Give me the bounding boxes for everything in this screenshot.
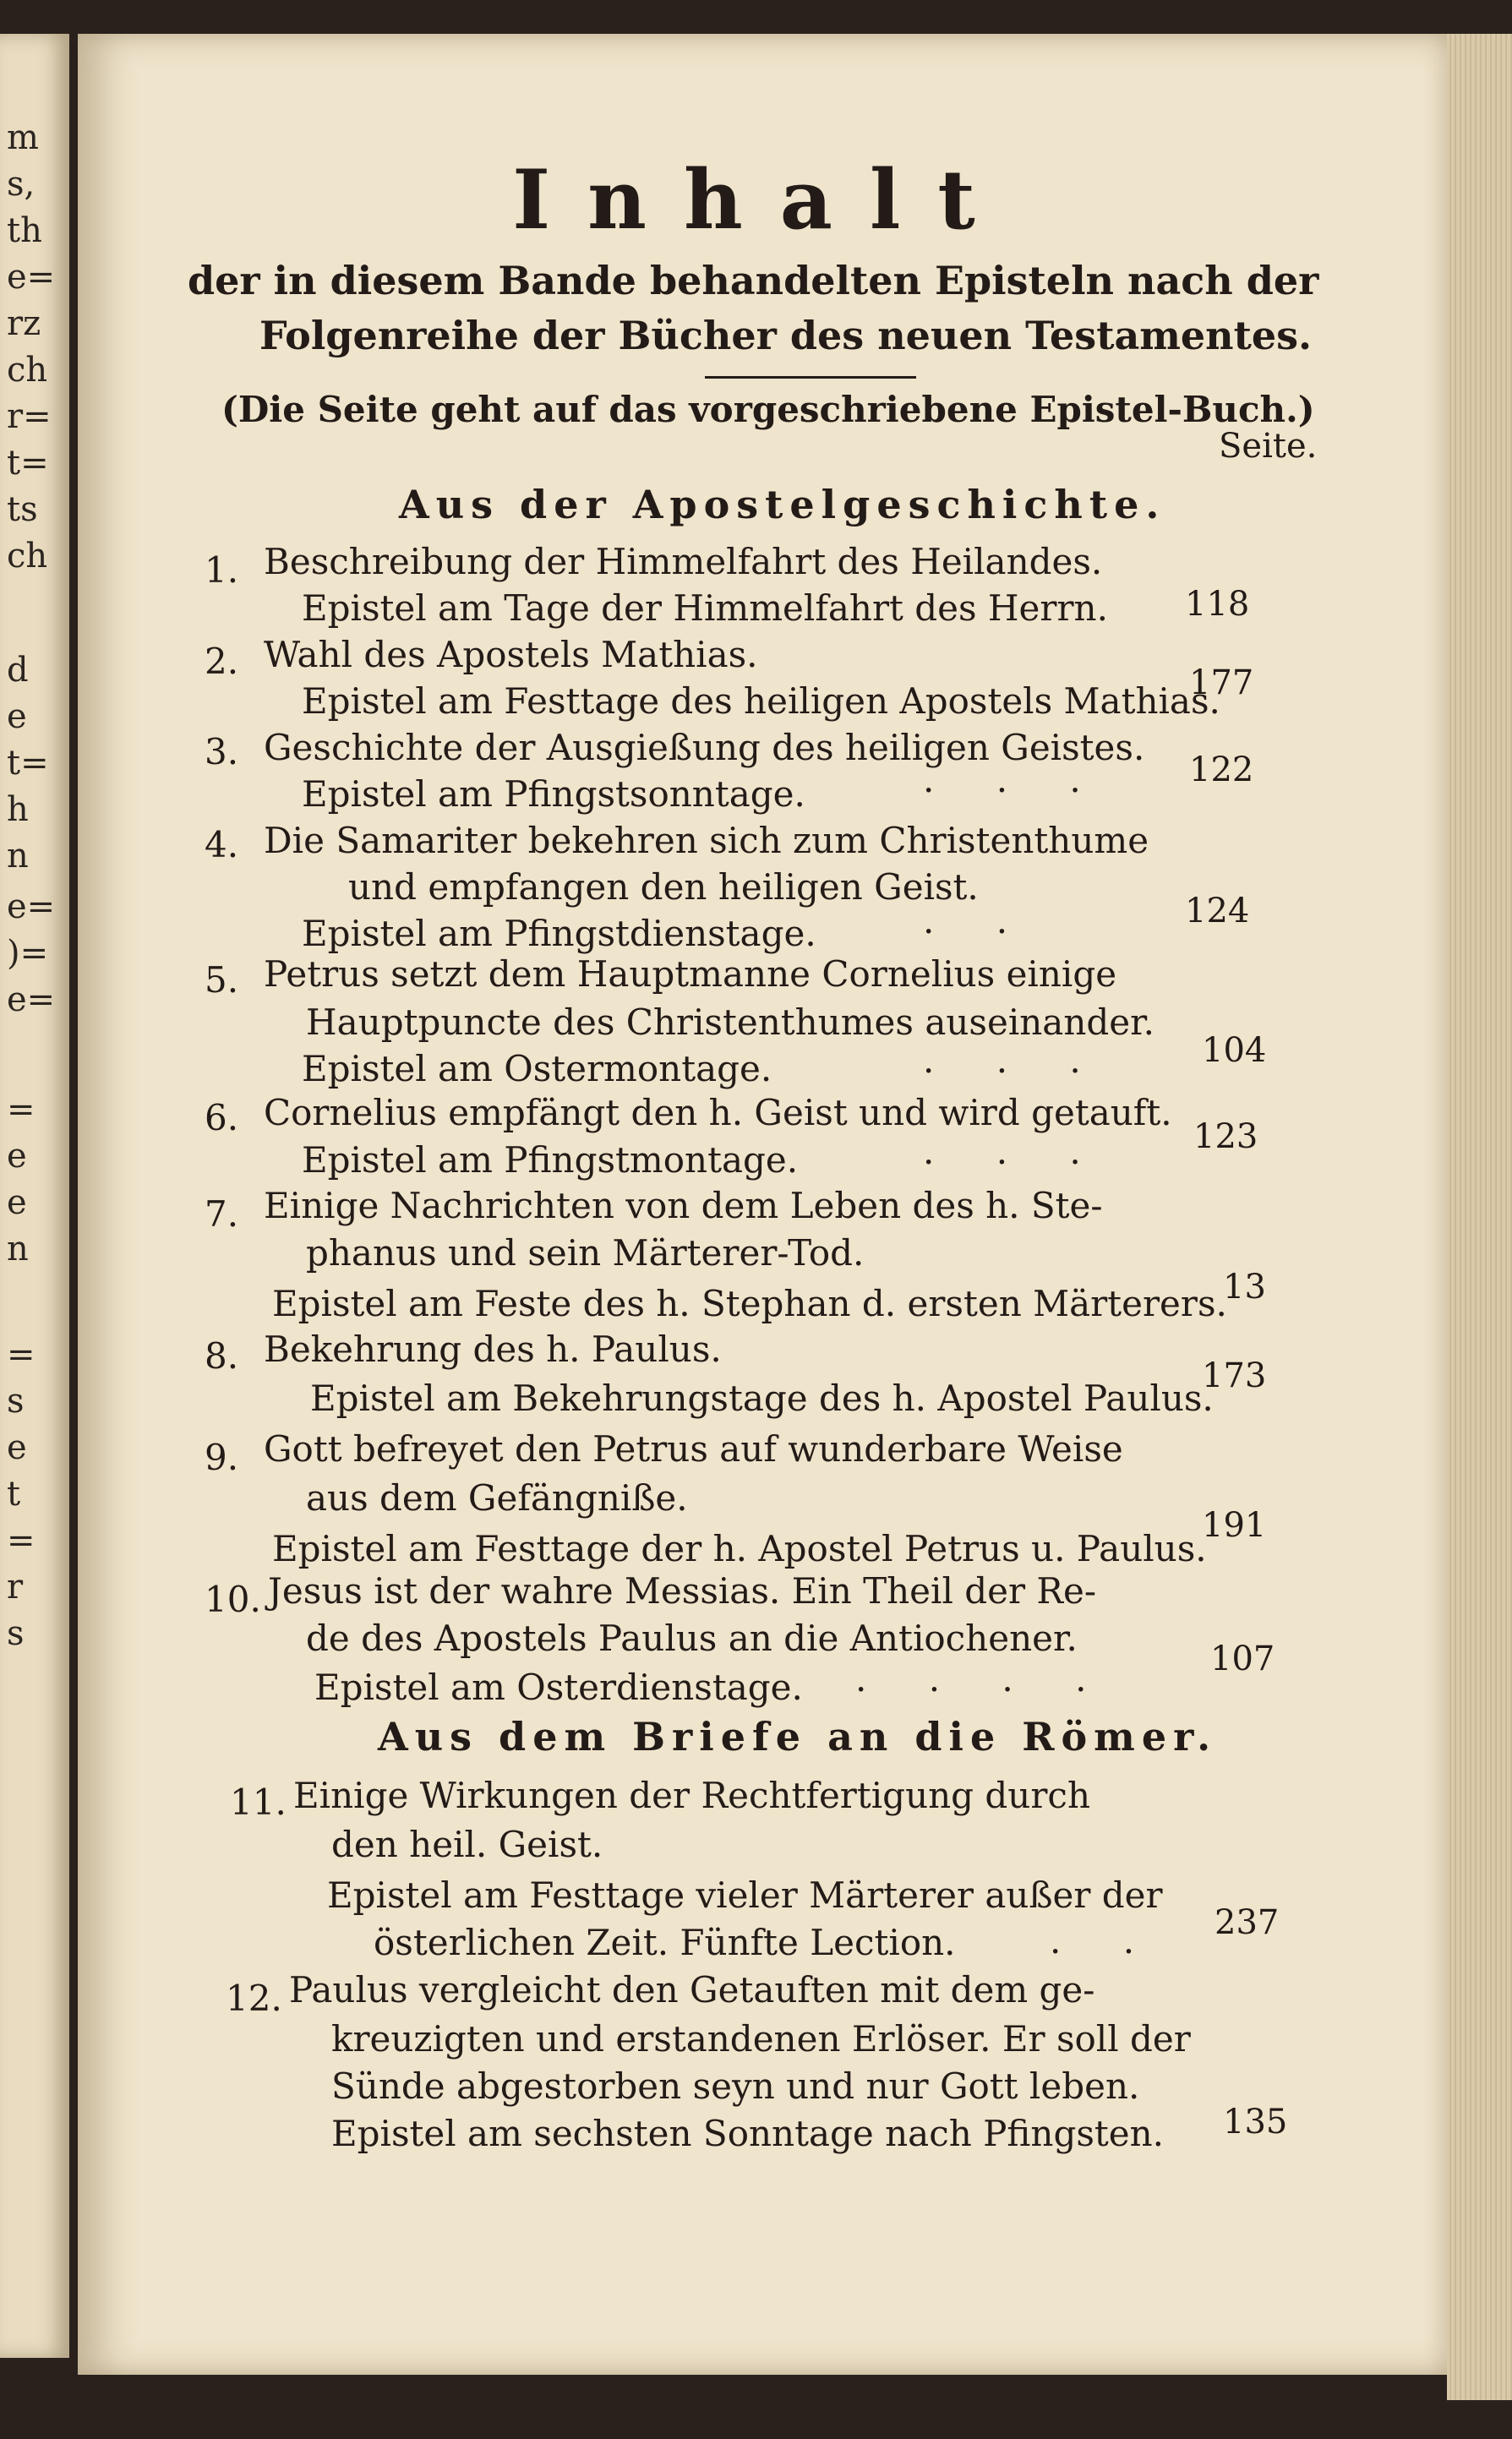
page-title: Inhalt bbox=[512, 152, 1013, 248]
entry-line: Epistel am Festtage vieler Märterer außer der bbox=[327, 1874, 1163, 1916]
leader-dots: . . bbox=[923, 900, 1034, 941]
left-fragment: n bbox=[7, 837, 29, 876]
leader-dots: . . . bbox=[923, 1039, 1106, 1081]
entry-line: Epistel am Pfingstmontage. bbox=[302, 1139, 799, 1181]
entry-line: Beschreibung der Himmelfahrt des Heilandes. bbox=[264, 541, 1103, 582]
entry-page-number: 135 bbox=[1223, 2103, 1288, 2142]
entry-line: Epistel am Tage der Himmelfahrt des Herrn. bbox=[302, 587, 1108, 629]
left-fragment: t= bbox=[7, 744, 49, 783]
left-fragment: e bbox=[7, 1428, 27, 1467]
left-fragment: e bbox=[7, 697, 27, 736]
leader-dots: . . . bbox=[923, 1131, 1106, 1172]
entry-line: Paulus vergleicht den Getauften mit dem ge- bbox=[289, 1969, 1095, 2011]
subtitle-line-2: Folgenreihe der Bücher des neuen Testamentes. bbox=[259, 313, 1313, 358]
entry-line: Geschichte der Ausgießung des heiligen Geistes. bbox=[264, 727, 1145, 768]
left-fragment: m bbox=[7, 118, 39, 157]
entry-line: Epistel am Pfingstsonntage. bbox=[302, 773, 805, 815]
entry-page-number: 107 bbox=[1210, 1640, 1275, 1678]
entry-line: Wahl des Apostels Mathias. bbox=[264, 634, 758, 675]
left-page-edge bbox=[0, 34, 69, 2358]
subtitle-line-1: der in diesem Bande behandelten Episteln nach der bbox=[188, 258, 1319, 303]
entry-number: 8. bbox=[205, 1335, 239, 1377]
left-fragment: e= bbox=[7, 258, 56, 297]
left-fragment: ch bbox=[7, 351, 48, 390]
page-reference-note: (Die Seite geht auf das vorgeschriebene Epistel-Buch.) bbox=[221, 389, 1315, 430]
left-fragment: e= bbox=[7, 887, 56, 926]
entry-line: Einige Nachrichten von dem Leben des h. Ste- bbox=[264, 1185, 1103, 1226]
section-heading: Aus der Apostelgeschichte. bbox=[399, 482, 1166, 527]
entry-line: Epistel am Osterdienstage. bbox=[314, 1667, 803, 1708]
entry-number: 4. bbox=[205, 824, 239, 865]
entry-line: Epistel am Feste des h. Stephan d. ersten Märterers. bbox=[272, 1283, 1227, 1324]
entry-line: Bekehrung des h. Paulus. bbox=[264, 1329, 722, 1370]
entry-page-number: 237 bbox=[1215, 1903, 1280, 1942]
entry-page-number: 104 bbox=[1202, 1031, 1267, 1070]
entry-line: Jesus ist der wahre Messias. Ein Theil der Re- bbox=[268, 1570, 1097, 1612]
left-fragment: s, bbox=[7, 165, 35, 204]
entry-page-number: 124 bbox=[1185, 892, 1250, 930]
left-fragment: ts bbox=[7, 490, 38, 529]
left-fragment: = bbox=[7, 1090, 35, 1129]
entry-line: Epistel am sechsten Sonntage nach Pfingsten. bbox=[331, 2113, 1165, 2154]
left-fragment: th bbox=[7, 211, 42, 250]
entry-line: Epistel am Ostermontage. bbox=[302, 1048, 772, 1089]
left-fragment: = bbox=[7, 1521, 35, 1560]
entry-line: Die Samariter bekehren sich zum Christenthume bbox=[264, 820, 1149, 861]
left-fragment: r= bbox=[7, 397, 52, 436]
entry-page-number: 177 bbox=[1189, 663, 1254, 702]
entry-page-number: 173 bbox=[1202, 1356, 1267, 1395]
left-fragment: s bbox=[7, 1614, 25, 1653]
entry-line: aus dem Gefängniße. bbox=[306, 1477, 688, 1519]
entry-line: Epistel am Festtage des heiligen Apostels Mathias. bbox=[302, 680, 1220, 722]
left-fragment: n bbox=[7, 1230, 29, 1269]
entry-number: 9. bbox=[205, 1437, 239, 1478]
left-fragment: t bbox=[7, 1475, 21, 1514]
entry-line: Einige Wirkungen der Rechtfertigung durch bbox=[293, 1775, 1090, 1816]
left-fragment: e bbox=[7, 1137, 27, 1176]
leader-dots: . . . bbox=[923, 759, 1106, 800]
left-fragment: e= bbox=[7, 980, 56, 1019]
entry-line: Gott befreyet den Petrus auf wunderbare Weise bbox=[264, 1428, 1123, 1470]
entry-number: 3. bbox=[205, 731, 239, 772]
entry-line: österlichen Zeit. Fünfte Lection. bbox=[374, 1922, 956, 1963]
entry-line: Cornelius empfängt den h. Geist und wird getauft. bbox=[264, 1092, 1172, 1133]
section-heading: Aus dem Briefe an die Römer. bbox=[378, 1714, 1218, 1760]
entry-line: den heil. Geist. bbox=[331, 1824, 603, 1865]
entry-number: 6. bbox=[205, 1097, 239, 1138]
left-fragment: e bbox=[7, 1183, 27, 1222]
left-fragment: d bbox=[7, 651, 29, 690]
entry-line: de des Apostels Paulus an die Antiochener. bbox=[306, 1618, 1078, 1659]
entry-line: Sünde abgestorben seyn und nur Gott leben. bbox=[331, 2065, 1140, 2107]
entry-number: 10. bbox=[205, 1579, 261, 1620]
entry-line: Hauptpuncte des Christenthumes auseinander. bbox=[306, 1001, 1154, 1043]
entry-page-number: 122 bbox=[1189, 750, 1254, 789]
entry-line: Epistel am Festtage der h. Apostel Petrus u. Paulus. bbox=[272, 1528, 1207, 1569]
entry-line: phanus und sein Märterer-Tod. bbox=[306, 1232, 865, 1274]
left-fragment: rz bbox=[7, 304, 41, 343]
entry-number: 5. bbox=[205, 959, 239, 1001]
entry-page-number: 13 bbox=[1223, 1268, 1266, 1307]
entry-number: 12. bbox=[226, 1978, 282, 2019]
entry-page-number: 118 bbox=[1185, 585, 1250, 624]
entry-line: und empfangen den heiligen Geist. bbox=[348, 866, 979, 908]
entry-number: 1. bbox=[205, 549, 239, 591]
seite-column-label: Seite. bbox=[1219, 427, 1318, 466]
page-block-edges bbox=[1447, 34, 1512, 2400]
entry-line: Epistel am Bekehrungstage des h. Apostel Paulus. bbox=[310, 1378, 1214, 1419]
book-page bbox=[78, 34, 1447, 2375]
entry-line: Epistel am Pfingstdienstage. bbox=[302, 913, 816, 954]
entry-number: 11. bbox=[230, 1782, 287, 1823]
leader-dots: . . bbox=[1050, 1920, 1160, 1962]
left-fragment: h bbox=[7, 790, 29, 829]
entry-page-number: 123 bbox=[1193, 1117, 1258, 1156]
entry-line: kreuzigten und erstandenen Erlöser. Er soll der bbox=[331, 2018, 1191, 2060]
left-fragment: ch bbox=[7, 537, 48, 576]
left-fragment: = bbox=[7, 1335, 35, 1374]
left-fragment: )= bbox=[7, 934, 49, 973]
entry-number: 2. bbox=[205, 641, 239, 682]
left-fragment: r bbox=[7, 1568, 24, 1607]
leader-dots: . . . . bbox=[855, 1658, 1112, 1700]
divider-rule bbox=[705, 376, 916, 379]
entry-line: Petrus setzt dem Hauptmanne Cornelius einige bbox=[264, 953, 1117, 995]
entry-number: 7. bbox=[205, 1193, 239, 1235]
left-fragment: s bbox=[7, 1382, 25, 1421]
entry-page-number: 191 bbox=[1202, 1506, 1267, 1545]
left-fragment: t= bbox=[7, 444, 49, 483]
